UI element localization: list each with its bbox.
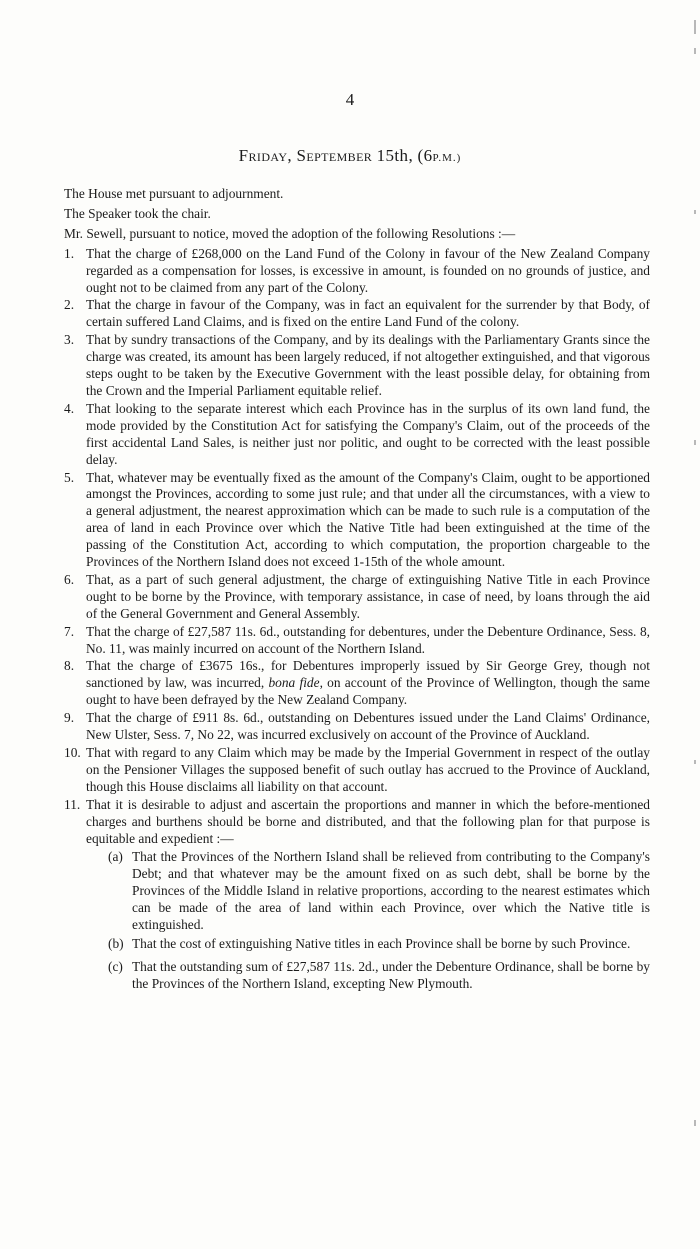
resolution-4 <box>64 401 650 469</box>
resolution-text: That, whatever may be eventually fixed as the amount of the Company's Claim, ought to be apportioned amongst the Provinces, according to some just rule; and that under all the circumstances, with a view to a general adjustment, the nearest approximation which can be made to such rule is a computation of the area of land in each Province over which the Native Title had been extinguished at the time of the passing of the Constitution Act, according to which computation, the proportion chargeable to the Provinces of the Northern Island does not exceed 1-15th of the whole amount. <box>86 469 650 570</box>
heading-time-unit: P.M.) <box>432 152 462 164</box>
proceedings-body <box>64 186 650 994</box>
resolution-number: 1. <box>64 245 75 261</box>
intro-motion: Mr. Sewell, pursuant to notice, moved the adoption of the following Resolutions :— <box>64 225 516 241</box>
sub-item-a <box>64 849 650 934</box>
resolution-text: That the charge of £911 8s. 6d., outstanding on Debentures issued under the Land Claims' Ordinance, New Ulster, Sess. 7, No 22, was incurred exclusively on account of the Province of Auckland. <box>86 710 650 743</box>
resolution-number: 7. <box>64 623 75 639</box>
intro-adjournment: The House met pursuant to adjournment. <box>64 186 284 201</box>
resolution-10 <box>64 745 650 796</box>
heading-day: Friday, <box>238 146 293 165</box>
sub-item-b <box>64 936 650 953</box>
heading-time-open: (6 <box>417 146 433 165</box>
resolution-text: That with regard to any Claim which may be made by the Imperial Government in respect of the outlay on the Pensioner Villages the supposed benefit of such outlay has accrued to the Province of Auckland, though this House disclaims all liability on that account. <box>86 745 650 794</box>
resolution-7 <box>64 624 650 658</box>
resolution-number: 6. <box>64 571 75 587</box>
resolution-number: 3. <box>64 332 75 348</box>
scan-edge-marks <box>694 0 698 1249</box>
sub-item-c <box>64 959 650 993</box>
sub-item-text: That the cost of extinguishing Native titles in each Province shall be borne by such Province. <box>132 935 631 951</box>
session-heading <box>0 146 700 166</box>
resolution-6 <box>64 572 650 623</box>
resolution-text: That by sundry transactions of the Company, and by its dealings with the Parliamentary Grants since the charge was created, its amount has been largely reduced, if not altogether extinguished, and that vigorous steps ought to be taken by the Executive Government with the least possible delay, for obtaining from the Crown and the Imperial Parliament equitable relief. <box>86 332 650 398</box>
sub-item-label: (a) <box>108 849 123 865</box>
resolution-1 <box>64 246 650 297</box>
page-number: 4 <box>345 90 355 109</box>
resolution-11 <box>64 797 650 848</box>
resolution-5 <box>64 470 650 571</box>
heading-date: 15th, <box>376 146 414 165</box>
resolution-text: That it is desirable to adjust and ascertain the proportions and manner in which the before-mentioned charges and burthens should be borne and distributed, and that the following plan for that purpose is equitable and expedient :— <box>86 796 650 846</box>
resolution-2 <box>64 297 650 331</box>
resolution-8 <box>64 658 650 709</box>
resolution-text: That, as a part of such general adjustment, the charge of extinguishing Native Title in each Province ought to be borne by the Province, with temporary assistance, in case of need, by loans through the aid of the General Government and General Assembly. <box>86 571 650 621</box>
resolution-number: 2. <box>64 297 75 313</box>
resolution-number: 10. <box>64 745 81 760</box>
intro-speaker: The Speaker took the chair. <box>64 205 211 221</box>
resolution-text-before: That the charge of £3675 16s., for Debentures improperly issued by Sir George Grey, though not sanctioned by law, was incurred, <box>86 658 650 691</box>
resolution-number: 8. <box>64 658 75 674</box>
resolution-text-after: , on account of the Province of Wellington, though the same ought to have been defrayed by the New Zealand Company. <box>86 675 650 708</box>
resolution-italic-phrase: bona fide <box>268 675 320 691</box>
resolution-3 <box>64 332 650 400</box>
resolution-text: That the charge of £268,000 on the Land Fund of the Colony in favour of the New Zealand Company regarded as a compensation for losses, is excessive in amount, is founded on no grounds of justice, and ought not to be claimed from any part of the Colony. <box>86 245 650 295</box>
resolution-number: 9. <box>64 710 75 726</box>
sub-item-text: That the outstanding sum of £27,587 11s. 2d., under the Debenture Ordinance, shall be borne by the Provinces of the Northern Island, excepting New Plymouth. <box>132 958 650 991</box>
resolution-number: 4. <box>64 400 75 416</box>
resolution-text: That looking to the separate interest which each Province has in the surplus of its own land fund, the mode provided by the Constitution Act for satisfying the Company's Claim, out of the proceeds of the first accidental Land Sales, is neither just nor politic, and ought to be corrected with the least possible delay. <box>86 400 650 467</box>
sub-item-label: (b) <box>108 935 124 951</box>
sub-item-label: (c) <box>108 958 123 974</box>
resolution-text: That the charge in favour of the Company, was in fact an equivalent for the surrender by that Body, of certain suffered Land Claims, and is fixed on the entire Land Fund of the colony. <box>86 297 650 330</box>
resolution-text: That the charge of £27,587 11s. 6d., outstanding for debentures, under the Debenture Ordinance, Sess. 8, No. 11, was mainly incurred on account of the Northern Island. <box>86 623 650 656</box>
resolution-number: 11. <box>64 796 81 812</box>
resolution-number: 5. <box>64 469 75 485</box>
heading-month: September <box>296 146 373 165</box>
resolution-9 <box>64 710 650 744</box>
sub-item-text: That the Provinces of the Northern Island shall be relieved from contributing to the Company's Debt; and that whatever may be the amount fixed on as such debt, shall be borne by the Provinces of the Middle Island in relative proportions, according to the nearest estimates which can be made of the area of land within each Province, over which the Native title is extinguished. <box>132 849 650 933</box>
